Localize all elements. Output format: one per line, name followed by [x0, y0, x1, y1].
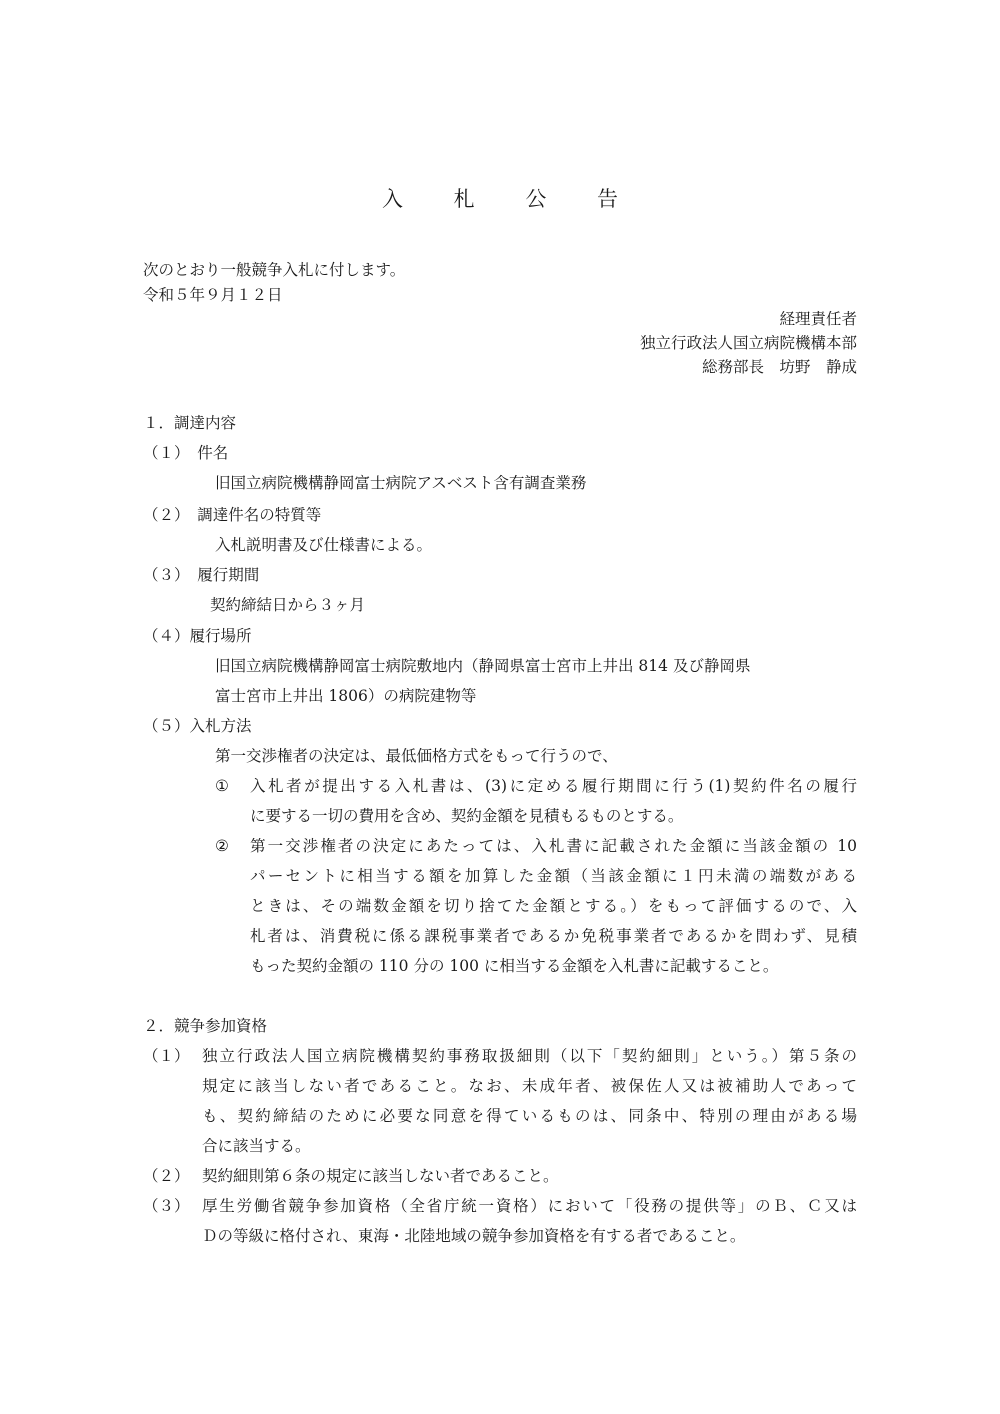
section2-item2-line1: 契約細則第６条の規定に該当しない者であること。 — [202, 1167, 559, 1185]
signatory-name: 総務部長 坊野 静成 — [701, 358, 857, 376]
signatory-org: 独立行政法人国立病院機構本部 — [639, 334, 857, 352]
section1-item3-label: （３） 履行期間 — [143, 566, 260, 584]
section2-item3-label: （３） — [143, 1197, 190, 1215]
section1-item5-circle1-line1: 入札者が提出する入札書は、(3)に定める履行期間に行う(1)契約件名の履行 — [250, 777, 857, 795]
section2-item1-line2: 規定に該当しない者であること。なお、未成年者、被保佐人又は被補助人であって — [202, 1077, 857, 1095]
intro-text: 次のとおり一般競争入札に付します。 — [143, 261, 406, 279]
section1-item4-label: （４）履行場所 — [143, 627, 252, 645]
section1-item5-intro: 第一交渉権者の決定は、最低価格方式をもって行うので、 — [215, 747, 618, 765]
section1-item2-label: （２） 調達件名の特質等 — [143, 506, 322, 524]
section1-item2-body: 入札説明書及び仕様書による。 — [215, 536, 433, 554]
section2-item1-label: （１） — [143, 1047, 190, 1065]
section2-item3-line2: Ｄの等級に格付され、東海・北陸地域の競争参加資格を有する者であること。 — [202, 1227, 746, 1245]
section2-item1-line1: 独立行政法人国立病院機構契約事務取扱細則（以下「契約細則」という。）第５条の — [202, 1047, 857, 1065]
section1-item5-circle2-mark: ② — [215, 837, 229, 855]
section1-item5-circle1-line2: に要する一切の費用を含め、契約金額を見積もるものとする。 — [250, 807, 684, 825]
section2-item3-line1: 厚生労働省競争参加資格（全省庁統一資格）において「役務の提供等」のＢ、Ｃ又は — [202, 1197, 857, 1215]
section2-item2-label: （２） — [143, 1167, 190, 1185]
section1-item5-circle2-line2: パーセントに相当する額を加算した金額（当該金額に１円未満の端数がある — [250, 867, 857, 885]
section2-item1-line3: も、契約締結のために必要な同意を得ているものは、同条中、特別の理由がある場 — [202, 1107, 857, 1125]
section1-item5-circle2-line5: もった契約金額の 110 分の 100 に相当する金額を入札書に記載すること。 — [250, 957, 779, 975]
section2-item1-line4: 合に該当する。 — [202, 1137, 311, 1155]
section1-item1-label: （１） 件名 — [143, 444, 229, 462]
section1-item5-label: （５）入札方法 — [143, 717, 252, 735]
section1-heading: １．調達内容 — [143, 414, 237, 432]
section1-item5-circle2-line4: 札者は、消費税に係る課税事業者であるか免税事業者であるかを問わず、見積 — [250, 927, 857, 945]
section2-heading: ２．競争参加資格 — [143, 1017, 268, 1035]
section1-item4-body-line2: 富士宮市上井出 1806）の病院建物等 — [215, 687, 477, 705]
notice-date: 令和５年９月１２日 — [143, 286, 283, 304]
signatory-role: 経理責任者 — [779, 310, 857, 328]
section1-item5-circle2-line1: 第一交渉権者の決定にあたっては、入札書に記載された金額に当該金額の 10 — [250, 837, 857, 855]
section1-item5-circle1-mark: ① — [215, 777, 229, 795]
section1-item4-body-line1: 旧国立病院機構静岡富士病院敷地内（静岡県富士宮市上井出 814 及び静岡県 — [215, 657, 751, 675]
section1-item3-body: 契約締結日から３ヶ月 — [210, 596, 366, 614]
section1-item1-body: 旧国立病院機構静岡富士病院アスベスト含有調査業務 — [215, 474, 587, 492]
section1-item5-circle2-line3: ときは、その端数金額を切り捨てた金額とする。）をもって評価するので、入 — [250, 897, 857, 915]
page-title: 入 札 公 告 — [381, 187, 641, 211]
